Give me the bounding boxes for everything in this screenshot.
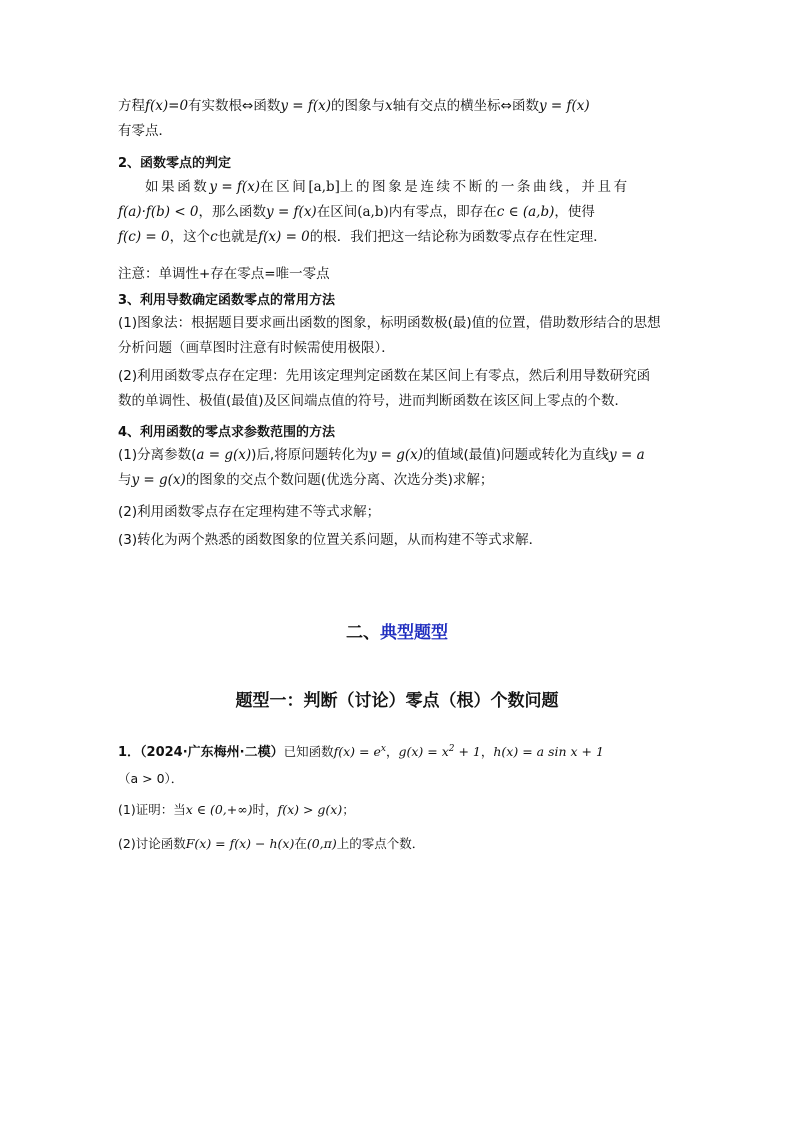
question-number: 1． bbox=[118, 745, 141, 761]
text: 也就是 bbox=[217, 229, 259, 245]
text: ，使得 bbox=[554, 204, 595, 220]
text: (2)利用函数零点存在定理：先用该定理判定函数在某区间上有零点，然后利用导数研究函 bbox=[118, 368, 651, 384]
text: 的图象与 bbox=[331, 98, 386, 114]
math-expr bbox=[334, 744, 386, 759]
text: 上的图象是连续不断的一条曲线，并且有 bbox=[339, 179, 630, 195]
math-expr bbox=[398, 744, 480, 759]
text: 的值域(最值)问题或转化为直线 bbox=[423, 447, 610, 463]
text: 轴有交点的横坐标⇔函数 bbox=[392, 98, 539, 114]
text: 已知函数 bbox=[283, 744, 334, 760]
section-number: 二、 bbox=[346, 623, 380, 643]
text: )后,将原问题转化为 bbox=[251, 447, 369, 463]
math-expr: y = a bbox=[609, 447, 645, 463]
text: 有实数根⇔函数 bbox=[188, 98, 281, 114]
math-expr: F(x) = f(x) − h(x) bbox=[185, 836, 295, 851]
math-expr: y = g(x) bbox=[368, 447, 423, 463]
text: 时， bbox=[252, 802, 278, 817]
math-expr: y = f(x) bbox=[209, 179, 261, 195]
math-expr: x ∈ (0,+∞) bbox=[185, 802, 253, 817]
math-part: + 1 bbox=[454, 744, 481, 760]
text: 如果函数 bbox=[145, 179, 210, 195]
note-line: 注意：单调性+存在零点=唯一零点 bbox=[118, 266, 330, 282]
text: (2)讨论函数 bbox=[118, 836, 186, 851]
question-1 bbox=[118, 737, 678, 765]
text: 的根．我们把这一结论称为函数零点存在性定理． bbox=[309, 229, 607, 245]
text: (1)证明：当 bbox=[118, 802, 186, 817]
paragraph-method-graph bbox=[118, 311, 678, 361]
text: 数的单调性、极值(最值)及区间端点值的符号，进而判断函数在该区间上零点的个数． bbox=[118, 393, 629, 409]
math-expr: a = g(x) bbox=[196, 447, 252, 463]
text: ， bbox=[480, 744, 494, 760]
text: 上的零点个数． bbox=[336, 836, 425, 851]
paragraph-zero-equivalence bbox=[118, 94, 678, 144]
text: 内有零点，即存在 bbox=[388, 204, 497, 220]
text: 在区间 bbox=[316, 204, 358, 220]
text: 与 bbox=[118, 472, 132, 488]
math-expr: f(x)=0 bbox=[145, 98, 189, 114]
math-expr: y = f(x) bbox=[538, 98, 590, 114]
math-expr: c bbox=[210, 229, 218, 245]
paragraph-position-relation: (3)转化为两个熟悉的函数图象的位置关系问题，从而构建不等式求解． bbox=[118, 532, 543, 548]
text: 在区间 bbox=[260, 179, 309, 195]
text: ，这个 bbox=[169, 229, 211, 245]
text: ， bbox=[385, 744, 399, 760]
math-expr: x bbox=[385, 98, 393, 114]
question-source: （2024·广东梅州·二模） bbox=[140, 745, 284, 761]
math-expr: y = f(x) bbox=[266, 204, 317, 220]
text: (1)分离参数( bbox=[118, 447, 197, 463]
question-type-title: 题型一：判断（讨论）零点（根）个数问题 bbox=[235, 691, 559, 711]
math-expr: f(x) > g(x) bbox=[277, 802, 343, 817]
question-1-part-2 bbox=[118, 831, 678, 856]
math-expr: (a,b) bbox=[357, 204, 389, 220]
text: ，那么函数 bbox=[198, 204, 267, 220]
heading-2: 2、函数零点的判定 bbox=[118, 156, 232, 171]
math-superscript: 2 bbox=[448, 744, 455, 754]
paragraph-method-theorem bbox=[118, 364, 678, 414]
question-1-condition: （a > 0）． bbox=[118, 771, 184, 786]
math-expr: c ∈ (a,b) bbox=[496, 204, 555, 220]
text: ； bbox=[342, 802, 355, 817]
heading-3: 3、利用导数确定函数零点的常用方法 bbox=[118, 293, 336, 308]
math-part: f(x) = e bbox=[333, 744, 381, 760]
math-expr: y = f(x) bbox=[280, 98, 332, 114]
math-expr: [a,b] bbox=[308, 179, 340, 195]
section-heading bbox=[0, 618, 794, 643]
math-expr: (0,π) bbox=[306, 836, 337, 851]
math-expr: f(a)·f(b) < 0 bbox=[118, 204, 199, 220]
math-expr: y = g(x) bbox=[131, 472, 186, 488]
math-expr: f(c) = 0 bbox=[118, 229, 170, 245]
math-part: g(x) = x bbox=[398, 744, 449, 760]
text: 有零点． bbox=[118, 123, 172, 139]
text: 在 bbox=[294, 836, 307, 851]
text: (1)图象法：根据题目要求画出函数的图象，标明函数极(最)值的位置，借助数形结合的思想 bbox=[118, 315, 661, 331]
math-expr: f(x) = 0 bbox=[258, 229, 310, 245]
heading-4: 4、利用函数的零点求参数范围的方法 bbox=[118, 425, 336, 440]
question-1-part-1 bbox=[118, 797, 678, 822]
text: 分析问题（画草图时注意有时候需使用极限）． bbox=[118, 340, 395, 356]
math-expr: h(x) = a sin x + 1 bbox=[493, 744, 604, 760]
paragraph-param-separation bbox=[118, 443, 678, 493]
math-superscript: x bbox=[380, 744, 386, 754]
section-title-link[interactable]: 典型题型 bbox=[380, 623, 448, 643]
text: 的图象的交点个数问题(优选分离、次选分类)求解； bbox=[185, 472, 494, 488]
paragraph-zero-theorem bbox=[118, 175, 678, 250]
paragraph-inequality: (2)利用函数零点存在定理构建不等式求解； bbox=[118, 504, 381, 520]
text: 方程 bbox=[118, 98, 145, 114]
